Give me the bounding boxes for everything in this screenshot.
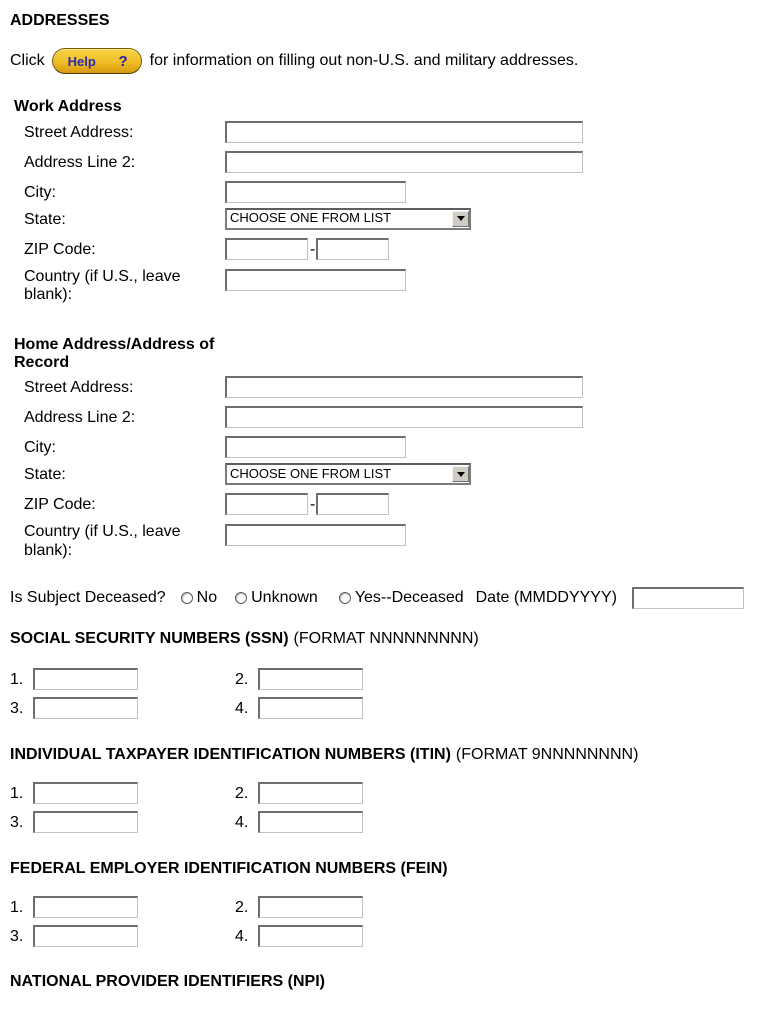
home-address-heading: Home Address/Address of Record bbox=[14, 335, 215, 371]
ssn-input-1[interactable] bbox=[33, 668, 138, 690]
ssn-input-4[interactable] bbox=[258, 697, 363, 719]
ssn-grid bbox=[10, 668, 774, 719]
help-button[interactable] bbox=[52, 48, 142, 74]
ssn-heading bbox=[10, 630, 774, 648]
ssn-input-3[interactable] bbox=[33, 697, 138, 719]
home-street-label: Street Address: bbox=[24, 379, 134, 397]
ssn-format-note: (FORMAT NNNNNNNNN) bbox=[293, 630, 479, 648]
work-state-row bbox=[10, 208, 774, 230]
work-street-label: Street Address: bbox=[24, 123, 134, 141]
item-number-label: 2. bbox=[235, 670, 249, 688]
ssn-row-1 bbox=[10, 668, 774, 690]
item-number-label: 4. bbox=[235, 813, 249, 831]
home-zip-row bbox=[10, 493, 774, 515]
npi-heading bbox=[10, 973, 774, 991]
work-state-selected-value: CHOOSE ONE FROM LIST bbox=[230, 211, 392, 226]
home-state-label: State: bbox=[24, 466, 66, 484]
help-sentence-suffix: for information on filling out non-U.S. and military addresses. bbox=[149, 52, 579, 70]
zip-separator: - bbox=[310, 496, 316, 514]
deceased-radio-yes[interactable] bbox=[339, 589, 464, 607]
fein-input-3[interactable] bbox=[33, 925, 138, 947]
work-street-row bbox=[10, 121, 774, 143]
itin-input-3[interactable] bbox=[33, 811, 138, 833]
radio-icon bbox=[235, 592, 247, 604]
itin-row-1 bbox=[10, 782, 774, 804]
fein-row-1 bbox=[10, 896, 774, 918]
deceased-option-no-label: No bbox=[196, 588, 218, 606]
work-line2-label: Address Line 2: bbox=[24, 153, 136, 171]
help-button-label: Help bbox=[67, 53, 96, 69]
home-line2-input[interactable] bbox=[225, 406, 583, 428]
question-mark-icon: ? bbox=[118, 52, 128, 70]
ssn-title: SOCIAL SECURITY NUMBERS (SSN) bbox=[10, 630, 289, 648]
work-country-label: Country (if U.S., leave blank): bbox=[24, 267, 181, 304]
ssn-row-2 bbox=[10, 697, 774, 719]
itin-input-1[interactable] bbox=[33, 782, 138, 804]
deceased-radio-no[interactable] bbox=[181, 589, 217, 607]
fein-heading bbox=[10, 860, 774, 878]
work-state-label: State: bbox=[24, 210, 66, 228]
home-state-select[interactable] bbox=[225, 463, 471, 485]
item-number-label: 3. bbox=[10, 699, 24, 717]
deceased-option-yes-label: Yes--Deceased bbox=[354, 588, 464, 606]
item-number-label: 2. bbox=[235, 899, 249, 917]
help-sentence bbox=[10, 48, 774, 74]
page-title: ADDRESSES bbox=[10, 12, 110, 29]
home-city-row bbox=[10, 436, 774, 458]
work-city-label: City: bbox=[24, 183, 56, 201]
work-state-select[interactable] bbox=[225, 208, 471, 230]
work-zip5-input[interactable] bbox=[225, 238, 308, 260]
deceased-row bbox=[10, 587, 774, 609]
home-street-row bbox=[10, 376, 774, 398]
fein-row-2 bbox=[10, 925, 774, 947]
home-line2-row bbox=[10, 406, 774, 428]
home-country-label: Country (if U.S., leave blank): bbox=[24, 523, 181, 559]
home-state-selected-value: CHOOSE ONE FROM LIST bbox=[230, 466, 392, 481]
radio-icon bbox=[181, 592, 193, 604]
home-city-input[interactable] bbox=[225, 436, 406, 458]
zip-separator: - bbox=[310, 240, 316, 258]
itin-input-4[interactable] bbox=[258, 811, 363, 833]
home-city-label: City: bbox=[24, 439, 56, 457]
help-sentence-prefix: Click bbox=[10, 52, 45, 70]
dropdown-arrow-icon bbox=[452, 466, 469, 482]
work-zip-label: ZIP Code: bbox=[24, 240, 96, 258]
fein-input-2[interactable] bbox=[258, 896, 363, 918]
work-country-input[interactable] bbox=[225, 269, 406, 291]
itin-format-note: (FORMAT 9NNNNNNNN) bbox=[455, 745, 639, 763]
deceased-option-unknown-label: Unknown bbox=[251, 588, 318, 606]
fein-input-1[interactable] bbox=[33, 896, 138, 918]
work-zip4-input[interactable] bbox=[316, 238, 389, 260]
fein-title: FEDERAL EMPLOYER IDENTIFICATION NUMBERS (FEIN) bbox=[10, 859, 448, 877]
item-number-label: 1. bbox=[10, 899, 24, 917]
item-number-label: 3. bbox=[10, 813, 24, 831]
work-city-row bbox=[10, 181, 774, 203]
work-zip-row bbox=[10, 238, 774, 260]
radio-icon bbox=[339, 592, 351, 604]
work-street-input[interactable] bbox=[225, 121, 583, 143]
home-country-row bbox=[10, 520, 774, 560]
itin-grid bbox=[10, 782, 774, 833]
item-number-label: 1. bbox=[10, 784, 24, 802]
item-number-label: 3. bbox=[10, 928, 24, 946]
npi-title: NATIONAL PROVIDER IDENTIFIERS (NPI) bbox=[10, 973, 325, 991]
itin-heading bbox=[10, 746, 774, 764]
item-number-label: 4. bbox=[235, 699, 249, 717]
work-line2-input[interactable] bbox=[225, 151, 583, 173]
work-address-section bbox=[10, 98, 774, 304]
work-country-row bbox=[10, 265, 774, 305]
item-number-label: 4. bbox=[235, 928, 249, 946]
home-street-input[interactable] bbox=[225, 376, 583, 398]
item-number-label: 2. bbox=[235, 784, 249, 802]
itin-input-2[interactable] bbox=[258, 782, 363, 804]
deceased-date-input[interactable] bbox=[632, 587, 744, 609]
fein-input-4[interactable] bbox=[258, 925, 363, 947]
deceased-question: Is Subject Deceased? bbox=[10, 588, 166, 606]
item-number-label: 1. bbox=[10, 670, 24, 688]
ssn-input-2[interactable] bbox=[258, 668, 363, 690]
work-city-input[interactable] bbox=[225, 181, 406, 203]
home-zip-label: ZIP Code: bbox=[24, 496, 96, 514]
fein-grid bbox=[10, 896, 774, 947]
home-line2-label: Address Line 2: bbox=[24, 409, 136, 427]
home-zip4-input[interactable] bbox=[316, 493, 389, 515]
work-address-heading: Work Address bbox=[14, 98, 122, 116]
home-state-row bbox=[10, 463, 774, 485]
work-line2-row bbox=[10, 151, 774, 173]
dropdown-arrow-icon bbox=[452, 211, 469, 227]
home-country-input[interactable] bbox=[225, 524, 406, 546]
deceased-radio-unknown[interactable] bbox=[235, 589, 318, 607]
home-address-section bbox=[10, 336, 774, 561]
itin-title: INDIVIDUAL TAXPAYER IDENTIFICATION NUMBERS (ITIN) bbox=[10, 745, 451, 763]
home-zip5-input[interactable] bbox=[225, 493, 308, 515]
deceased-date-label: Date (MMDDYYYY) bbox=[475, 588, 617, 606]
itin-row-2 bbox=[10, 811, 774, 833]
